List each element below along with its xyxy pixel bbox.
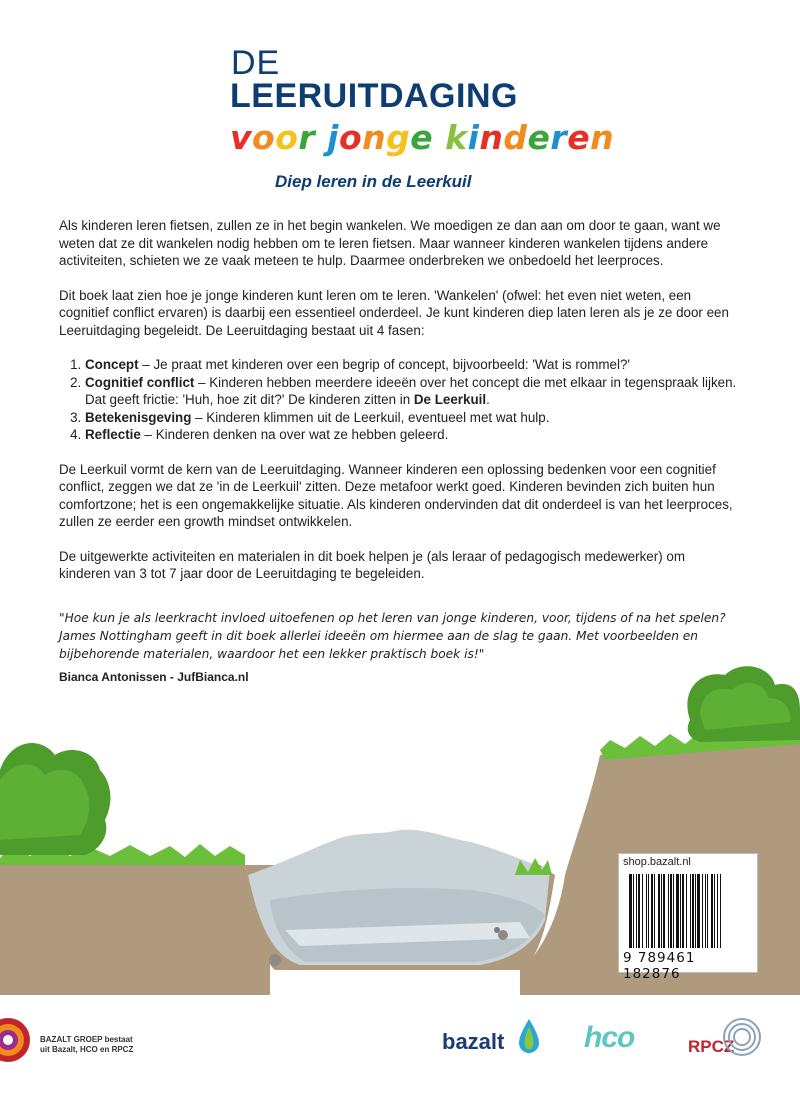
title-line-2: LEERUITDAGING (230, 77, 518, 115)
paragraph-4: De uitgewerkte activiteiten en materialen in dit boek helpen je (als leraar of pedagogisch medewerker) om kinderen van 3 tot 7 jaar door de Leeruitdaging te begeleiden. (59, 548, 685, 581)
barcode-bar (702, 874, 703, 948)
title-letter: e (567, 118, 591, 157)
title-letter: o (338, 118, 363, 157)
title-letter: r (298, 118, 316, 157)
title-letter: o (275, 118, 299, 157)
barcode-box (618, 853, 758, 982)
barcode-bar (711, 874, 713, 948)
colored-subtitle (230, 118, 614, 158)
barcode-bar (651, 874, 653, 948)
barcode-bar (690, 874, 691, 948)
phase-term: Betekenisgeving (85, 409, 192, 425)
barcode-bar (676, 874, 679, 948)
testimonial-author: Bianca Antonissen - JufBianca.nl (59, 670, 249, 684)
barcode-bar (705, 874, 706, 948)
barcode-bar (680, 874, 681, 948)
list-item: 4. Reflectie – Kinderen denken na over wat ze hebben geleerd. (85, 426, 739, 444)
title-letter: n (362, 118, 387, 157)
blurb (59, 217, 739, 600)
stone (269, 954, 281, 966)
list-item: 2. Cognitief conflict – Kinderen hebben meerdere ideeën over het concept die met elkaar in tegenspraak lijken. Dat geeft frictie: 'Huh, hoe zit dit?' De kinderen zitten in De Leerkuil. (85, 374, 739, 409)
barcode-bar (668, 874, 669, 948)
barcode-bar (633, 874, 634, 948)
bazalt-logo: bazalt (442, 1029, 505, 1054)
barcode-bar (682, 874, 684, 948)
barcode-bar (658, 874, 660, 948)
ground-left (0, 860, 270, 1005)
hco-logo: hco (584, 1021, 635, 1054)
title-letter: e (527, 118, 551, 157)
paragraph-3: De Leerkuil vormt de kern van de Leeruitdaging. Wanneer kinderen een oplossing bedenken voor een cognitief conflict, zeggen we dat ze 'in de Leerkuil' zitten. Deze metafoor werkt goed. Kinderen bevinden zich buiten hun comfortzone; het is een ongemakkelijke situatie. Als kinderen ondervinden dat dit onderdeel is van het leerproces, zullen ze eerder een growth mindset ontwikkelen. (59, 461, 733, 529)
list-item: 1. Concept – Je praat met kinderen over een begrip of concept, bijvoorbeeld: 'Wat is rommel?' (85, 356, 739, 374)
title-line-1: DE (231, 44, 281, 82)
footer (0, 995, 800, 1105)
barcode-bar (720, 874, 721, 948)
title-letter: e (410, 118, 434, 157)
barcode-bar (707, 874, 708, 948)
tagline: Diep leren in de Leerkuil (275, 172, 472, 191)
phase-term: Reflectie (85, 427, 141, 442)
bush-left-highlight (0, 764, 89, 840)
title-letter: k (445, 118, 468, 157)
barcode-bar (661, 874, 662, 948)
barcode-bar (670, 874, 672, 948)
title-letter: n (479, 118, 504, 157)
title-letter (315, 118, 327, 158)
barcode-bar (717, 874, 718, 948)
barcode-bar (686, 874, 687, 948)
list-item: 3. Betekenisgeving – Kinderen klimmen uit de Leerkuil, eventueel met wat hulp. (85, 409, 739, 427)
group-text: BAZALT GROEP bestaat uit Bazalt, HCO en RPCZ (40, 1035, 134, 1054)
title-letter: n (590, 118, 615, 157)
rpcz-logo: RPCZ (688, 1037, 735, 1056)
title-letter: d (503, 118, 528, 157)
testimonial-quote: "Hoe kun je als leerkracht invloed uitoefenen op het leren van jonge kinderen, voor, tijdens of na het spelen? James Nottingham geeft in dit boek allerlei ideeën om hiermee aan de slag te gaan. Met voorbeelden en bijbehorende materialen, waardoor het een lekker praktisch boek is!" (59, 611, 726, 661)
barcode-bar (629, 874, 632, 948)
title-letter: r (550, 118, 568, 157)
barcode-bar (654, 874, 655, 948)
barcode-bar (714, 874, 715, 948)
barcode-bar (638, 874, 640, 948)
bazalt-groep-logo-icon (0, 1015, 34, 1065)
barcode-bar (642, 874, 643, 948)
barcode-bar (673, 874, 674, 948)
phase-list (59, 356, 739, 444)
phase-term: Cognitief conflict (85, 374, 195, 390)
title-letter: g (386, 118, 411, 157)
barcode-bar (697, 874, 700, 948)
shop-url: shop.bazalt.nl (623, 856, 691, 868)
title-letter: i (467, 118, 480, 157)
title-letter: o (252, 118, 276, 157)
barcode-bar (695, 874, 696, 948)
rpcz-circle-icon (722, 1017, 762, 1057)
stone (494, 927, 500, 933)
paragraph-2: Dit boek laat zien hoe je jonge kinderen kunt leren om te leren. 'Wankelen' (ofwel: het even niet weten, een cognitief conflict ervaren) is daarbij een essentieel onderdeel. Je kunt kinderen diep laten leren als je ze door een Leeruitdaging begeleidt. De Leeruitdaging bestaat uit 4 fasen: (59, 287, 729, 338)
barcode-bar (636, 874, 637, 948)
title-letter: v (230, 118, 253, 157)
barcode-bar (692, 874, 694, 948)
barcode-bars (629, 874, 747, 948)
barcode-bar (648, 874, 649, 948)
barcode-bar (663, 874, 665, 948)
bazalt-drop-icon (515, 1017, 543, 1055)
title-letter (433, 118, 445, 158)
barcode-bar (646, 874, 647, 948)
paragraph-1: Als kinderen leren fietsen, zullen ze in het begin wankelen. We moedigen ze dan aan om door te gaan, want we weten dat ze dit wankelen nodig hebben om te leren fietsen. Maar wanneer kinderen wankelen tijdens andere activiteiten, schieten we ze vaak meteen te hulp. Daarmee onderbreken we onbedoeld het leerproces. (59, 218, 721, 268)
phase-term: Concept (85, 357, 139, 372)
title-letter: j (327, 118, 339, 157)
isbn-number: 9 789461 182876 (623, 950, 696, 982)
